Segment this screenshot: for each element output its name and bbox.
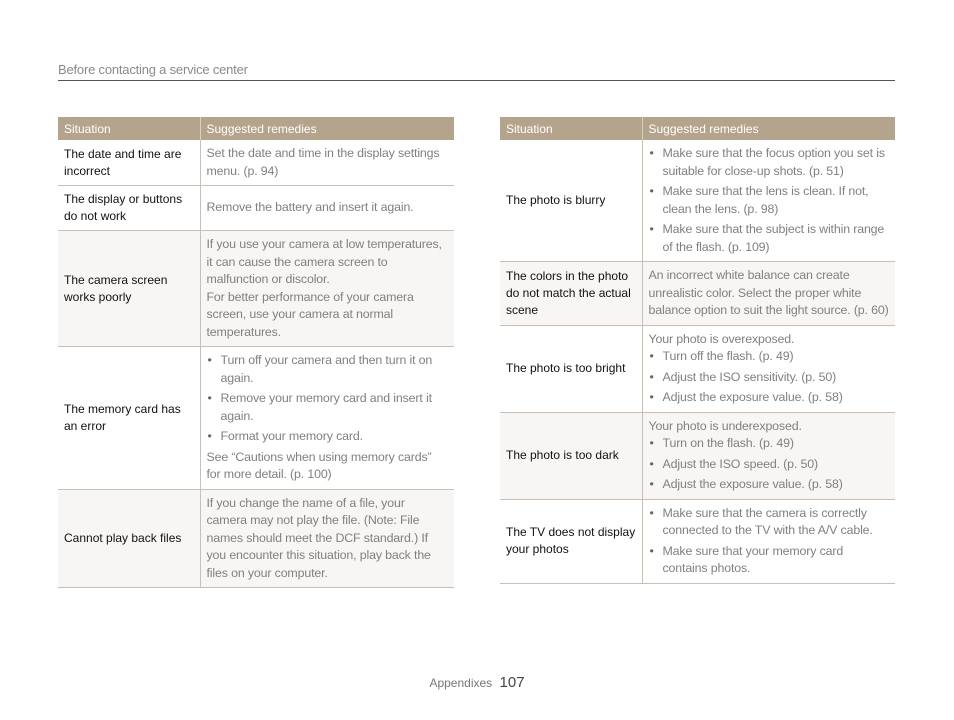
remedy-text: An incorrect white balance can create unrealistic color. Select the proper white balance option to suit the light source. (p. 60) <box>648 268 889 317</box>
remedy-cell <box>200 489 454 588</box>
remedy-intro: Your photo is overexposed. <box>648 331 795 346</box>
remedy-bullet: • Adjust the exposure value. (p. 58) <box>649 476 890 494</box>
troubleshooting-table-right <box>500 117 895 584</box>
situation-cell: The colors in the photo do not match the actual scene <box>500 262 642 326</box>
remedy-bullet: • Turn off your camera and then turn it on again. <box>207 352 449 387</box>
remedy-bullet: • Turn off the flash. (p. 49) <box>649 348 890 366</box>
column-header-situation: Situation <box>58 117 200 140</box>
remedy-cell <box>642 499 895 583</box>
table-row <box>58 489 454 588</box>
table-row <box>500 325 895 412</box>
remedy-bullet: • Adjust the ISO sensitivity. (p. 50) <box>649 369 890 387</box>
remedy-bullet: • Make sure that the focus option you set is suitable for close-up shots. (p. 51) <box>649 145 890 180</box>
situation-cell: The photo is too dark <box>500 412 642 499</box>
page-number: 107 <box>499 674 525 691</box>
remedy-cell <box>642 325 895 412</box>
column-header-situation: Situation <box>500 117 642 140</box>
remedy-bullet: • Make sure that your memory card contains photos. <box>649 543 890 578</box>
remedy-text: For better performance of your camera screen, use your camera at normal temperatures. <box>206 289 414 339</box>
page-header-title: Before contacting a service center <box>58 62 248 77</box>
situation-cell: Cannot play back files <box>58 489 200 588</box>
remedy-text: If you use your camera at low temperatures, it can cause the camera screen to malfunction or discolor. <box>206 237 442 286</box>
remedy-text: See “Cautions when using memory cards” for more detail. (p. 100) <box>206 449 432 481</box>
situation-cell: The photo is too bright <box>500 325 642 412</box>
column-header-remedies: Suggested remedies <box>642 117 895 140</box>
remedy-text: Set the date and time in the display settings menu. (p. 94) <box>206 146 440 178</box>
remedy-cell <box>642 412 895 499</box>
table-row <box>58 231 454 347</box>
remedy-intro: Your photo is underexposed. <box>648 418 802 433</box>
situation-cell: The TV does not display your photos <box>500 499 642 583</box>
table-row <box>500 262 895 326</box>
table-row <box>500 499 895 583</box>
remedy-bullet: • Turn on the flash. (p. 49) <box>649 435 890 453</box>
remedy-bullet: • Make sure that the lens is clean. If not, clean the lens. (p. 98) <box>649 183 890 218</box>
remedy-cell <box>642 140 895 262</box>
remedy-text: If you change the name of a file, your camera may not play the file. (Note: File names should meet the DCF standard.) If you encounter this situation, play back the files on your computer. <box>206 495 431 580</box>
situation-cell: The display or buttons do not work <box>58 186 200 231</box>
remedy-bullet: • Format your memory card. <box>207 428 449 446</box>
remedy-bullet: • Adjust the ISO speed. (p. 50) <box>649 456 890 474</box>
remedy-bullet: • Make sure that the subject is within range of the flash. (p. 109) <box>649 221 890 256</box>
header-divider <box>58 80 895 81</box>
remedy-cell <box>200 347 454 490</box>
situation-cell: The camera screen works poorly <box>58 231 200 347</box>
remedy-cell <box>642 262 895 326</box>
remedy-cell <box>200 231 454 347</box>
remedy-bullet: • Make sure that the camera is correctly connected to the TV with the A/V cable. <box>649 505 890 540</box>
column-header-remedies: Suggested remedies <box>200 117 454 140</box>
table-row <box>58 140 454 186</box>
footer-section-label: Appendixes <box>429 676 493 690</box>
remedy-text: Remove the battery and insert it again. <box>206 200 414 215</box>
page-footer <box>0 674 954 691</box>
remedy-cell <box>200 186 454 231</box>
troubleshooting-table-left <box>58 117 454 588</box>
remedy-bullet: • Adjust the exposure value. (p. 58) <box>649 389 890 407</box>
remedy-cell <box>200 140 454 186</box>
table-row <box>58 186 454 231</box>
table-row <box>58 347 454 490</box>
situation-cell: The memory card has an error <box>58 347 200 490</box>
remedy-bullet: • Remove your memory card and insert it again. <box>207 390 449 425</box>
situation-cell: The date and time are incorrect <box>58 140 200 186</box>
table-row <box>500 412 895 499</box>
table-row <box>500 140 895 262</box>
situation-cell: The photo is blurry <box>500 140 642 262</box>
